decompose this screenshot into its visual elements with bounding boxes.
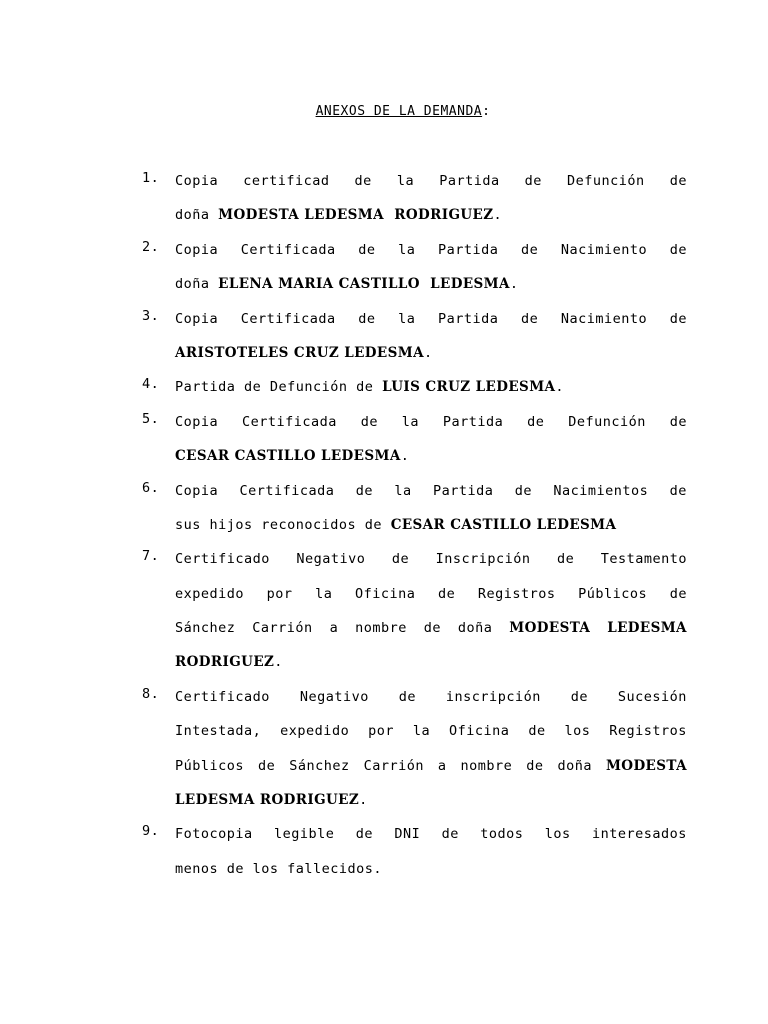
text-segment: Certificado: [175, 688, 270, 705]
text-segment: de: [524, 173, 542, 189]
text-segment: menos de los fallecidos.: [175, 860, 383, 877]
annex-item-line: [175, 617, 687, 651]
text-segment: a: [437, 757, 447, 774]
text-segment: Carrión: [363, 757, 424, 774]
text-segment: de: [358, 241, 376, 258]
text-segment: Fotocopia: [175, 826, 253, 843]
text-segment: de: [669, 482, 687, 499]
annex-item-number: 6.: [142, 479, 160, 496]
text-segment: Negativo: [296, 551, 366, 568]
annex-list: [0, 170, 768, 892]
title-text: ANEXOS DE LA DEMANDA: [315, 104, 483, 119]
annex-item: [0, 239, 768, 308]
text-segment: .: [423, 344, 433, 361]
text-segment: DNI: [394, 826, 421, 843]
annex-item-number: 4.: [142, 376, 160, 393]
text-segment: de: [528, 723, 546, 740]
annex-item-line: [175, 755, 687, 789]
text-segment: Oficina: [449, 723, 510, 740]
text-segment: Negativo: [299, 688, 369, 705]
annex-item-line: [175, 342, 687, 376]
text-segment: Defunción: [568, 413, 646, 430]
text-segment: Copia: [175, 310, 219, 327]
text-segment: la: [394, 482, 412, 499]
text-segment: interesados: [592, 826, 687, 843]
text-segment: de: [360, 413, 378, 430]
text-segment: Partida: [442, 413, 504, 430]
text-segment: Nacimiento: [560, 310, 648, 327]
bold-name-text: CESAR CASTILLO LEDESMA: [390, 516, 617, 533]
text-segment: Nacimiento: [560, 241, 648, 258]
annex-item-line: [175, 651, 687, 685]
annex-item: [0, 376, 768, 410]
text-segment: .: [555, 379, 565, 396]
bold-name-text: ELENA MARIA CASTILLO LEDESMA: [218, 276, 510, 293]
bold-name-text: RODRIGUEZ: [175, 654, 275, 671]
text-segment: Certificada: [241, 413, 337, 430]
text-segment: la: [398, 310, 416, 327]
text-segment: Intestada,: [175, 723, 262, 740]
text-segment: Partida: [437, 310, 499, 327]
annex-item-line: [175, 514, 687, 548]
text-segment: Copia: [175, 413, 219, 430]
bold-name-text: ARISTOTELES CRUZ LEDESMA: [175, 344, 424, 361]
text-segment: por: [368, 723, 394, 740]
text-segment: nombre: [355, 620, 407, 637]
annex-item-line: [175, 686, 687, 720]
text-segment: de: [520, 241, 539, 258]
text-segment: de: [441, 826, 459, 843]
annex-item-number: 5.: [142, 410, 160, 427]
text-segment: Registros: [609, 723, 687, 740]
text-segment: de: [354, 173, 372, 189]
text-segment: Públicos: [578, 585, 648, 602]
bold-name-text: LEDESMA: [607, 620, 687, 637]
text-segment: Copia: [175, 173, 219, 189]
annex-item-line: [175, 720, 687, 754]
annex-item-line: [175, 823, 687, 857]
annex-item-number: 2.: [142, 238, 160, 255]
text-segment: de: [358, 310, 376, 327]
text-segment: .: [274, 654, 283, 671]
text-segment: de: [423, 620, 441, 637]
annex-item-line: [175, 480, 687, 514]
text-segment: de: [526, 757, 544, 774]
text-segment: legible: [274, 826, 335, 843]
annex-item-line: [175, 445, 687, 479]
text-segment: Oficina: [354, 585, 416, 602]
annex-item-line: [175, 583, 687, 617]
text-segment: Partida: [433, 482, 494, 499]
text-segment: inscripción: [445, 688, 541, 705]
text-segment: expedido: [280, 723, 350, 740]
bold-name-text: LEDESMA RODRIGUEZ: [175, 792, 360, 809]
text-segment: de: [398, 688, 417, 705]
text-segment: expedido: [175, 585, 245, 602]
annex-item: [0, 548, 768, 686]
annex-item-number: 1.: [142, 170, 160, 186]
annex-item-line: [175, 789, 687, 823]
text-segment: la: [398, 241, 416, 258]
annex-item-line: [175, 204, 687, 238]
text-segment: doña: [175, 207, 219, 224]
text-segment: de: [570, 688, 588, 705]
text-segment: Públicos: [175, 757, 245, 774]
text-segment: Partida: [437, 241, 499, 258]
annex-item: [0, 308, 768, 377]
text-segment: la: [315, 585, 333, 602]
annex-item: [0, 480, 768, 549]
annex-item-number: 9.: [142, 823, 160, 840]
text-segment: de: [669, 173, 687, 189]
text-segment: Certificada: [240, 241, 336, 258]
annex-item-number: 3.: [142, 307, 160, 324]
text-segment: de: [520, 310, 539, 327]
text-segment: Partida de Defunción de: [175, 379, 383, 396]
text-segment: Sánchez: [289, 757, 350, 774]
text-segment: Testamento: [600, 551, 687, 568]
text-segment: la: [412, 723, 431, 740]
text-segment: Certificada: [240, 310, 336, 327]
annex-item: [0, 170, 768, 239]
text-segment: la: [396, 173, 415, 189]
text-segment: sus hijos reconocidos de: [175, 516, 391, 533]
text-segment: Certificada: [239, 482, 335, 499]
text-segment: Sucesión: [617, 688, 687, 705]
text-segment: .: [509, 276, 519, 293]
annex-item-line: [175, 858, 687, 892]
text-segment: de: [355, 482, 374, 499]
annex-item-number: 8.: [142, 685, 160, 702]
text-segment: de: [257, 757, 276, 774]
text-segment: doña: [557, 757, 592, 774]
text-segment: doña: [457, 620, 493, 637]
annex-item: [0, 686, 768, 824]
text-segment: Partida: [439, 173, 500, 189]
text-segment: de: [556, 551, 575, 568]
title-suffix: :: [482, 104, 491, 119]
annex-item-number: 7.: [142, 548, 160, 565]
text-segment: Copia: [175, 241, 219, 258]
text-segment: de: [669, 310, 687, 327]
text-segment: nombre: [460, 757, 513, 774]
text-segment: .: [359, 792, 368, 809]
text-segment: la: [401, 413, 420, 430]
text-segment: de: [514, 482, 533, 499]
bold-name-text: LUIS CRUZ LEDESMA: [382, 379, 556, 396]
annex-item-line: [175, 548, 687, 582]
bold-name-text: MODESTA: [509, 620, 591, 637]
annex-item: [0, 823, 768, 892]
text-segment: de: [527, 413, 545, 430]
text-segment: de: [669, 585, 687, 602]
text-segment: de: [391, 551, 410, 568]
text-segment: Copia: [175, 482, 219, 499]
text-segment: .: [400, 448, 410, 465]
text-segment: .: [493, 207, 503, 224]
annex-item-line: [175, 170, 687, 204]
annex-item-line: [175, 239, 687, 273]
text-segment: Sánchez: [175, 620, 236, 637]
annex-item-line: [175, 273, 687, 307]
text-segment: todos: [480, 826, 524, 843]
text-segment: Inscripción: [435, 551, 531, 568]
text-segment: de: [437, 585, 456, 602]
text-segment: de: [669, 413, 687, 430]
text-segment: Registros: [477, 585, 556, 602]
annex-item: [0, 411, 768, 480]
text-segment: por: [266, 585, 293, 602]
text-segment: Certificado: [175, 551, 270, 568]
text-segment: certificad: [243, 173, 330, 189]
annex-item-line: [175, 411, 687, 445]
text-segment: de: [669, 241, 687, 258]
text-segment: los: [544, 826, 571, 843]
text-segment: Nacimientos: [553, 482, 649, 499]
bold-name-text: MODESTA: [605, 757, 687, 774]
bold-name-text: CESAR CASTILLO LEDESMA: [175, 448, 401, 465]
text-segment: Carrión: [252, 620, 313, 637]
text-segment: de: [355, 826, 374, 843]
text-segment: doña: [175, 276, 219, 293]
annex-item-line: [175, 308, 687, 342]
text-segment: a: [329, 620, 339, 637]
document-title: [0, 104, 768, 119]
bold-name-text: MODESTA LEDESMA RODRIGUEZ: [218, 207, 494, 224]
text-segment: Defunción: [567, 173, 645, 189]
annex-item-line: [175, 376, 687, 410]
text-segment: los: [564, 723, 591, 740]
